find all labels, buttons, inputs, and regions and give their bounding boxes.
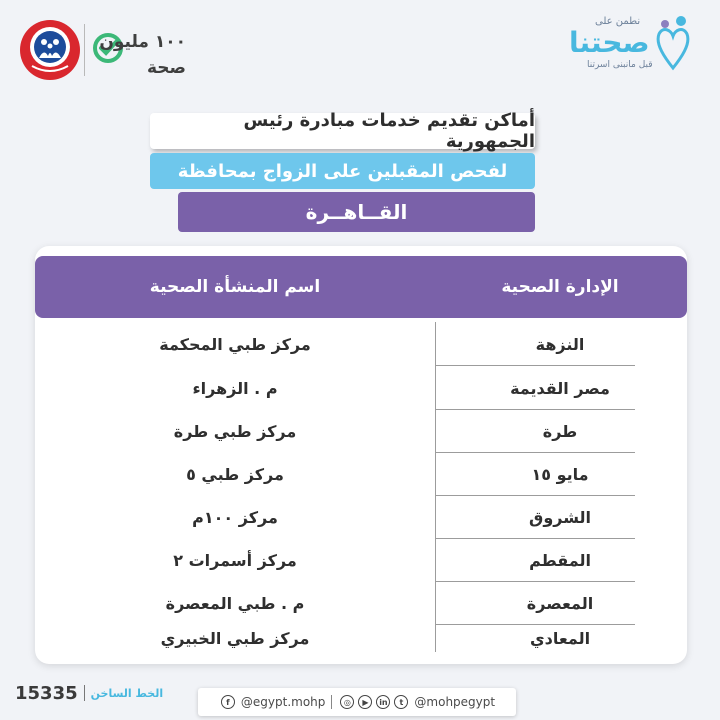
hotline <box>15 680 163 706</box>
cell-health-admin: مصر القديمة <box>510 378 610 398</box>
table-row <box>35 322 687 366</box>
campaign-logo <box>92 22 212 78</box>
cell-facility-name: مركز ١٠٠م <box>192 507 278 527</box>
table-row <box>35 366 687 410</box>
sehatna-tagline-top: نطمن على <box>595 16 641 27</box>
campaign-logo-line1: ١٠٠ مليون <box>99 32 186 52</box>
sehatna-tagline-bottom: قبل مانبنى اسرتنا <box>587 60 653 70</box>
instagram-icon[interactable]: ◎ <box>340 695 354 709</box>
title-governorate: القــاهــرة <box>178 192 535 232</box>
facilities-table <box>35 246 687 664</box>
social-divider <box>331 695 332 709</box>
cell-health-admin: النزهة <box>535 334 585 354</box>
hotline-number: 15335 <box>15 682 78 704</box>
table-header <box>35 256 687 318</box>
campaign-logo-line2: صحة <box>147 58 186 78</box>
table-row <box>35 495 687 539</box>
linkedin-icon[interactable]: in <box>376 695 390 709</box>
cell-facility-name: مركز أسمرات ٢ <box>173 550 297 570</box>
heart-people-icon <box>655 14 691 74</box>
youtube-icon[interactable]: ▶ <box>358 695 372 709</box>
cell-health-admin: طرة <box>542 421 578 441</box>
ministry-emblem-icon <box>18 18 82 82</box>
facebook-handle[interactable]: @egypt.mohp <box>240 695 326 709</box>
table-row <box>35 452 687 496</box>
cell-facility-name: م . طبي المعصرة <box>165 593 305 613</box>
sehatna-logo <box>555 10 695 80</box>
facebook-icon[interactable]: f <box>221 695 235 709</box>
cell-health-admin: مايو ١٥ <box>531 464 589 484</box>
social-bar <box>198 688 516 716</box>
cell-facility-name: م . الزهراء <box>192 378 278 398</box>
social-handle[interactable]: @mohpegypt <box>414 695 496 709</box>
cell-health-admin: المعادي <box>529 628 591 648</box>
ministry-logo <box>18 18 82 82</box>
header-health-admin: الإدارة الصحية <box>501 277 619 297</box>
hotline-divider <box>84 685 85 701</box>
title-premarital-exam: لفحص المقبلين على الزواج بمحافظة <box>150 153 535 189</box>
cell-facility-name: مركز طبي طرة <box>173 421 297 441</box>
hotline-label: الخط الساخن <box>90 686 164 700</box>
table-row <box>35 616 687 660</box>
cell-facility-name: مركز طبي ٥ <box>186 464 284 484</box>
logo-divider <box>84 24 85 76</box>
title-initiative: أماكن تقديم خدمات مبادرة رئيس الجمهورية <box>150 113 535 149</box>
cell-health-admin: المعصرة <box>526 593 594 613</box>
twitter-icon[interactable]: t <box>394 695 408 709</box>
table-row <box>35 409 687 453</box>
sehatna-wordmark: صحتنا <box>569 26 650 59</box>
cell-facility-name: مركز طبي الخبيري <box>160 628 310 648</box>
table-row <box>35 538 687 582</box>
cell-facility-name: مركز طبي المحكمة <box>159 334 311 354</box>
header-facility-name: اسم المنشأة الصحية <box>149 277 321 297</box>
cell-health-admin: المقطم <box>529 550 591 570</box>
cell-health-admin: الشروق <box>529 507 591 527</box>
